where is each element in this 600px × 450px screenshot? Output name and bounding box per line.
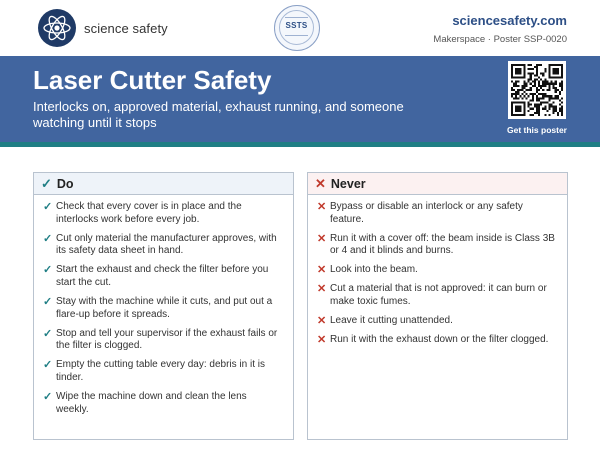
check-icon: ✓ xyxy=(43,201,53,213)
never-item-text: Cut a material that is not approved: it can burn or make toxic fumes. xyxy=(330,283,547,308)
title-banner xyxy=(0,56,600,142)
never-header xyxy=(308,173,567,195)
never-list xyxy=(308,195,567,347)
do-item xyxy=(43,359,281,384)
check-icon: ✓ xyxy=(43,359,53,372)
do-item-text: Stop and tell your supervisor if the exhaust fails or the filter is clogged. xyxy=(56,327,278,352)
qr-code-icon[interactable] xyxy=(508,61,566,119)
do-item xyxy=(43,296,281,321)
never-item xyxy=(317,201,555,226)
check-icon: ✓ xyxy=(43,264,53,277)
do-item-text: Start the exhaust and check the filter before you start the cut. xyxy=(56,264,269,288)
site-url[interactable]: sciencesafety.com xyxy=(452,13,567,28)
page-title: Laser Cutter Safety xyxy=(33,65,272,95)
brand-name: science safety xyxy=(84,20,168,36)
qr-caption[interactable]: Get this poster xyxy=(507,125,567,135)
ssts-seal xyxy=(274,5,320,51)
do-list xyxy=(34,195,293,416)
cross-icon: ✕ xyxy=(317,232,327,245)
do-item xyxy=(43,233,281,258)
never-item xyxy=(317,315,555,328)
check-icon: ✓ xyxy=(41,175,52,191)
never-item xyxy=(317,283,555,308)
never-item-text: Run it with a cover off: the beam inside is Class 3B or 4 and it blinds and burns. xyxy=(330,232,555,257)
cross-icon: ✕ xyxy=(315,175,326,191)
cross-icon: ✕ xyxy=(317,201,327,213)
never-panel xyxy=(307,172,568,440)
cross-icon: ✕ xyxy=(317,283,327,296)
page-subtitle: Interlocks on, approved material, exhaust running, and someone watching until it stops xyxy=(33,99,404,130)
do-item xyxy=(43,391,281,416)
check-icon: ✓ xyxy=(43,232,53,245)
check-icon: ✓ xyxy=(43,391,53,404)
never-item-text: Leave it cutting unattended. xyxy=(330,315,453,327)
check-icon: ✓ xyxy=(43,327,53,340)
do-item-text: Empty the cutting table every day: debris in it is tinder. xyxy=(56,359,265,384)
site-info xyxy=(433,13,567,45)
never-item xyxy=(317,334,555,347)
top-bar xyxy=(0,0,600,56)
do-item xyxy=(43,264,281,289)
never-title: Never xyxy=(330,176,366,191)
do-title: Do xyxy=(56,176,74,191)
never-item-text: Look into the beam. xyxy=(330,264,418,276)
atom-icon xyxy=(38,9,76,47)
never-item xyxy=(317,264,555,277)
check-icon: ✓ xyxy=(43,296,53,309)
do-item-text: Cut only material the manufacturer approves, with its safety data sheet in hand. xyxy=(56,232,277,257)
never-item-text: Bypass or disable an interlock or any safety feature. xyxy=(330,201,523,225)
do-item xyxy=(43,201,281,226)
do-item-text: Wipe the machine down and clean the lens weekly. xyxy=(56,391,247,415)
banner-stripe xyxy=(0,142,600,147)
do-item-text: Check that every cover is in place and the interlocks work before every job. xyxy=(56,201,242,225)
do-panel xyxy=(33,172,294,440)
cross-icon: ✕ xyxy=(317,334,327,347)
brand[interactable] xyxy=(38,9,168,47)
never-item xyxy=(317,233,555,258)
poster-reference: Makerspace · Poster SSP-0020 xyxy=(433,34,567,45)
cross-icon: ✕ xyxy=(317,315,327,328)
do-item xyxy=(43,328,281,353)
cross-icon: ✕ xyxy=(317,264,327,277)
seal-text: SSTS xyxy=(285,21,308,30)
never-item-text: Run it with the exhaust down or the filter clogged. xyxy=(330,334,549,346)
do-header xyxy=(34,173,293,195)
do-item-text: Stay with the machine while it cuts, and put out a flare-up before it spreads. xyxy=(56,296,273,320)
